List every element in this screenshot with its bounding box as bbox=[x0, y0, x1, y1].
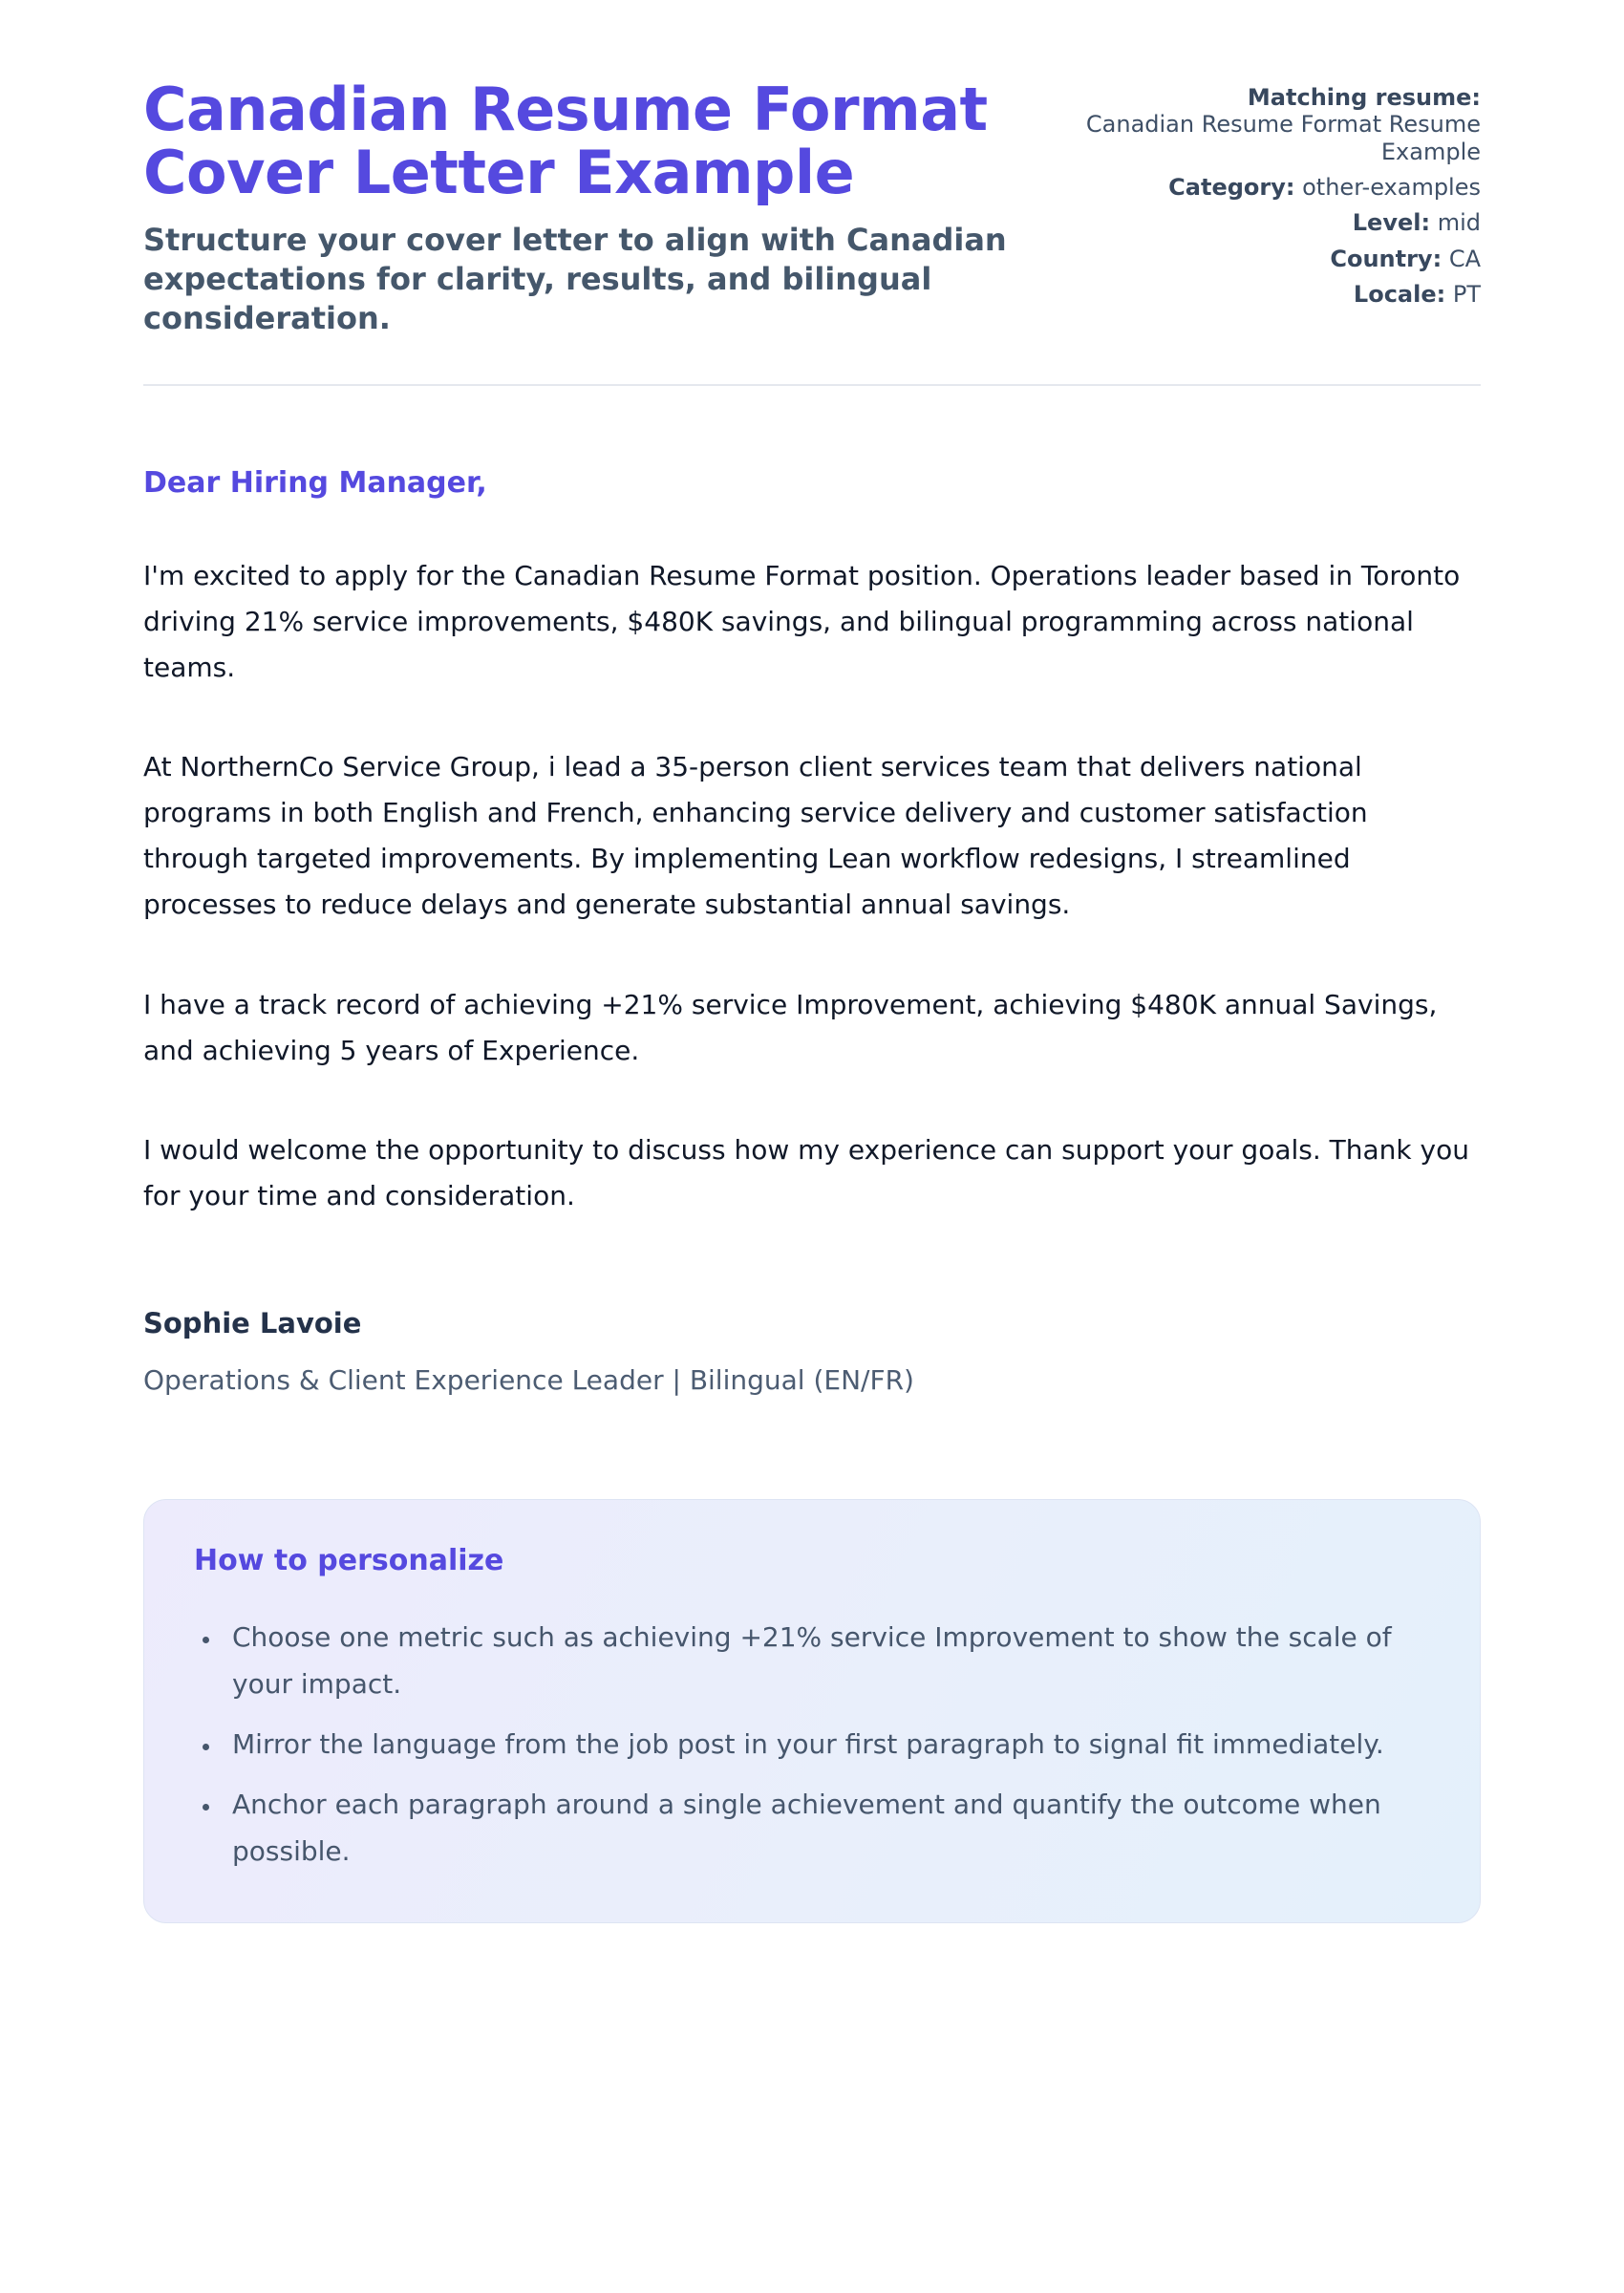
meta-category bbox=[1060, 174, 1481, 201]
meta-label: Country: bbox=[1330, 245, 1442, 272]
meta-label: Level: bbox=[1352, 209, 1431, 237]
cover-letter-body bbox=[143, 466, 1481, 1397]
page-title: Canadian Resume Format Cover Letter Example bbox=[143, 75, 988, 208]
letter-paragraph-2: At NorthernCo Service Group, i lead a 35-person client services team that delivers national programs in both English and French, enhancing service delivery and customer satisfaction through targeted improvements. By implementing Lean workflow redesigns, I streamlined processes to reduce delays and generate substantial annual savings. bbox=[143, 750, 1368, 921]
meta-level bbox=[1060, 209, 1481, 236]
resume-meta-panel bbox=[1060, 78, 1481, 316]
meta-country bbox=[1060, 246, 1481, 272]
page bbox=[143, 0, 1481, 1923]
letter-paragraph-3: I have a track record of achieving +21% service Improvement, achieving $480K annual Savings, and achieving 5 years of Experience. bbox=[143, 988, 1438, 1066]
meta-locale bbox=[1060, 281, 1481, 308]
tip-item-1: • Choose one metric such as achieving +21% service Improvement to show the scale of your impact. bbox=[223, 1614, 1430, 1707]
meta-value: mid bbox=[1437, 209, 1481, 237]
signature-role: Operations & Client Experience Leader | Bilingual (EN/FR) bbox=[143, 1364, 914, 1397]
meta-label: Category: bbox=[1168, 173, 1295, 201]
header bbox=[143, 75, 1481, 338]
header-divider bbox=[143, 384, 1481, 386]
meta-value: PT bbox=[1452, 280, 1481, 308]
meta-value: other-examples bbox=[1302, 173, 1481, 201]
signature-name: Sophie Lavoie bbox=[143, 1307, 362, 1340]
header-title-block bbox=[143, 75, 1022, 338]
how-to-personalize-card bbox=[143, 1499, 1481, 1923]
meta-value: Canadian Resume Format Resume Example bbox=[1085, 111, 1481, 165]
meta-label: Matching resume: bbox=[1247, 84, 1481, 111]
tips-list bbox=[194, 1614, 1430, 1875]
tip-item-2: • Mirror the language from the job post in your first paragraph to signal fit immediately. bbox=[223, 1721, 1430, 1768]
meta-label: Locale: bbox=[1353, 280, 1446, 308]
page-subtitle: Structure your cover letter to align with Canadian expectations for clarity, results, and bilingual consideration. bbox=[143, 221, 1007, 336]
tip-item-3: • Anchor each paragraph around a single achievement and quantify the outcome when possible. bbox=[223, 1781, 1430, 1875]
salutation: Dear Hiring Manager, bbox=[143, 465, 487, 500]
tips-title: How to personalize bbox=[194, 1544, 504, 1578]
letter-paragraph-1: I'm excited to apply for the Canadian Resume Format position. Operations leader based in Toronto driving 21% service improvements, $480K savings, and bilingual programming across national teams. bbox=[143, 559, 1461, 683]
meta-value: CA bbox=[1448, 245, 1481, 272]
letter-paragraph-4: I would welcome the opportunity to discuss how my experience can support your goals. Thank you for your time and consideration. bbox=[143, 1133, 1469, 1212]
meta-matching-resume bbox=[1060, 84, 1481, 165]
